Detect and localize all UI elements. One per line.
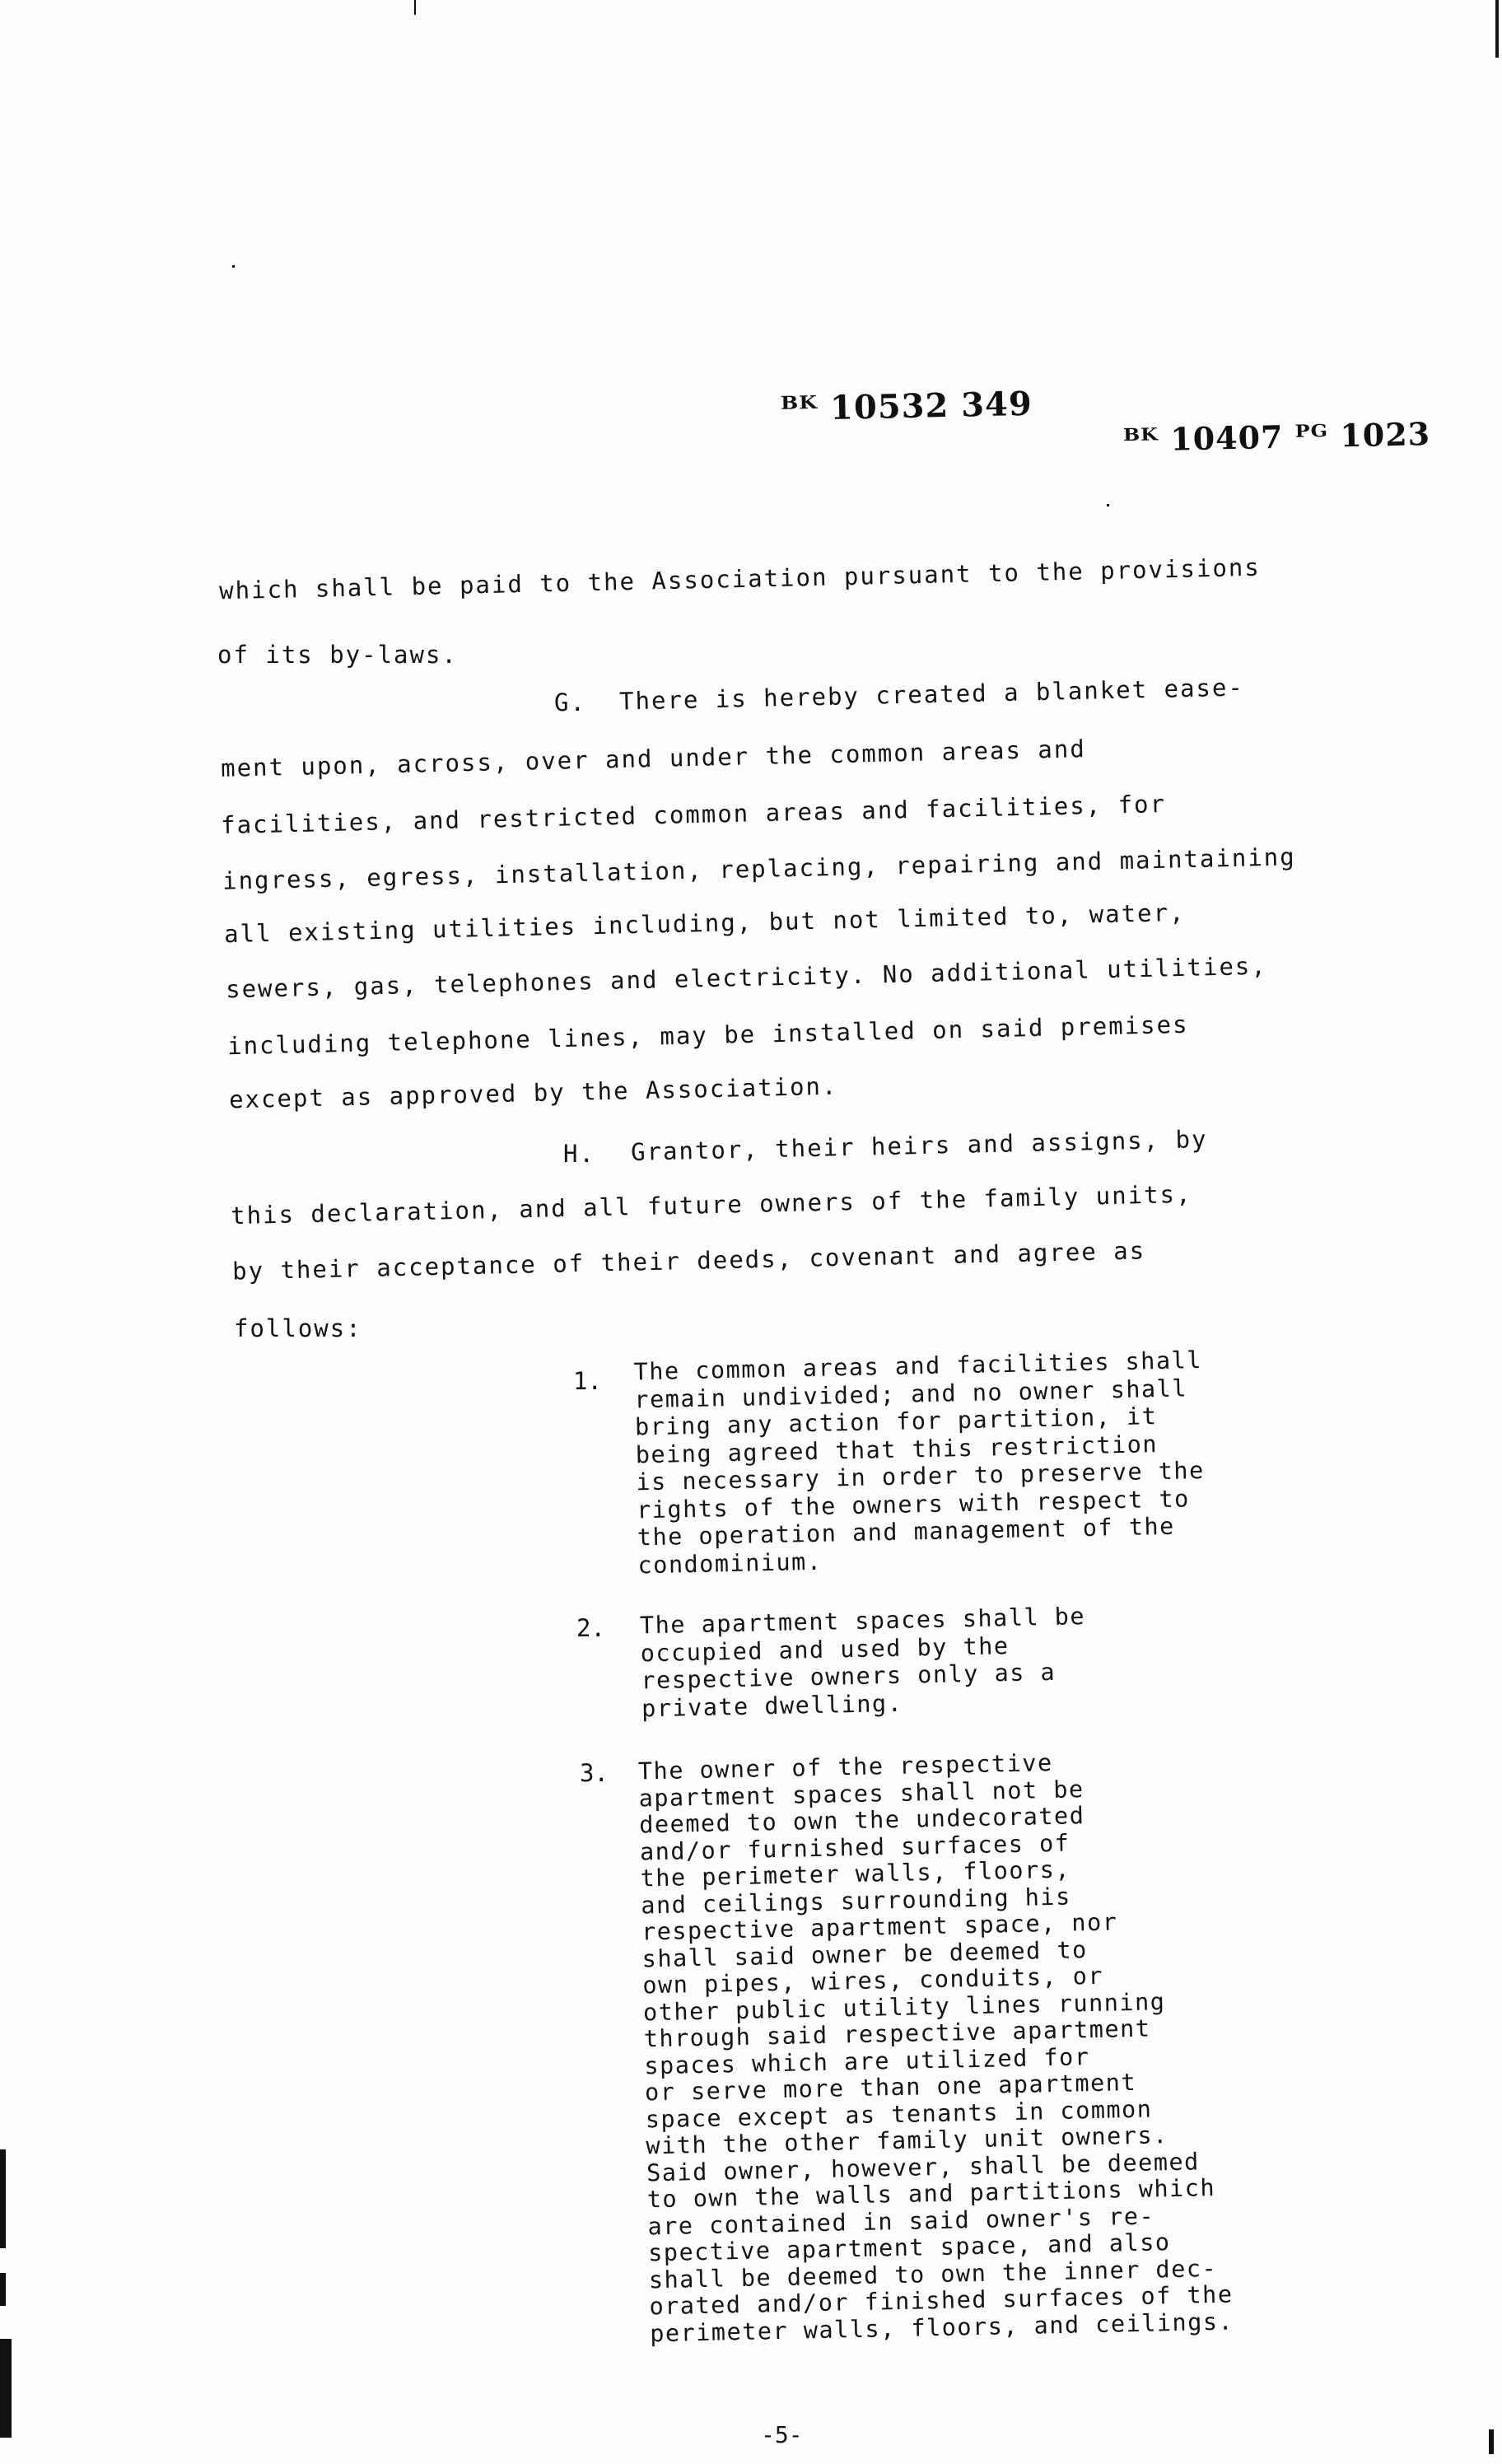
- section-h-line: follows:: [234, 1314, 362, 1342]
- scan-edge-mark: [0, 2273, 6, 2306]
- body-line: of its by-laws.: [217, 641, 458, 669]
- section-g-line: There is hereby created a blanket ease-: [618, 673, 1245, 716]
- scan-edge-mark: [1489, 2429, 1494, 2454]
- scan-edge-mark: [0, 2149, 6, 2248]
- section-h-line: this declaration, and all future owners of the family units,: [230, 1179, 1192, 1230]
- scan-speck: [232, 265, 235, 268]
- section-g-line: sewers, gas, telephones and electricity. No additional utilities,: [225, 951, 1268, 1004]
- list-item-number: 1.: [573, 1367, 602, 1395]
- section-g-line: facilities, and restricted common areas and facilities, for: [220, 789, 1167, 840]
- section-g-line: including telephone lines, may be installed on said premises: [226, 1010, 1189, 1061]
- list-item-text: The owner of the respective apartment spaces shall not be deemed to own the undecorated and/or furnished surfaces of the perimeter walls, floors, and ceilings surrounding his respective apartment space, nor shall said owner be deemed to own pipes, wires, conduits, or other public utility lines running through said respective apartment spaces which are utilized for or serve more than one apartment space except as tenants in common with the other family unit owners. Said owner, however, shall be deemed to own the walls and partitions which are contained in said owner's re- spective apartment space, and also shall be deemed to own the inner dec- orated and/or finished surfaces of the perimeter walls, floors, and ceilings.: [637, 1748, 1234, 2347]
- list-item-text: The apartment spaces shall be occupied and used by the respective owners only as a private dwelling.: [639, 1603, 1086, 1722]
- scan-speck: [1107, 504, 1109, 506]
- scan-speck: [414, 0, 416, 15]
- list-item-number: 2.: [576, 1614, 605, 1642]
- section-label: G.: [554, 688, 586, 716]
- scan-edge-mark: [0, 2339, 12, 2438]
- section-g-line: all existing utilities including, but not limited to, water,: [223, 898, 1186, 949]
- page-number: -5-: [761, 2421, 803, 2448]
- body-line: which shall be paid to the Association pursuant to the provisions: [218, 553, 1262, 605]
- section-g-line: ment upon, across, over and under the common areas and: [220, 735, 1087, 782]
- book-page-stamp-right: ᴮᴷ 10407 ᴾᴳ 1023: [1122, 415, 1431, 459]
- section-h-line: by their acceptance of their deeds, covenant and agree as: [231, 1236, 1146, 1286]
- section-h-line: Grantor, their heirs and assigns, by: [630, 1125, 1208, 1166]
- section-g-line: ingress, egress, installation, replacing, repairing and maintaining: [222, 842, 1297, 895]
- section-g-line: except as approved by the Association.: [228, 1071, 838, 1114]
- list-item-text: The common areas and facilities shall remain undivided; and no owner shall bring any action for partition, it being agreed that this restriction is necessary in order to preserve the rights of the owners with respect to the operation and management of the condominium.: [633, 1346, 1206, 1579]
- book-page-stamp-left: ᴮᴷ 10532 349: [780, 384, 1033, 429]
- scan-edge-mark: [1495, 0, 1499, 58]
- list-item-number: 3.: [580, 1759, 609, 1787]
- section-label: H.: [563, 1140, 595, 1168]
